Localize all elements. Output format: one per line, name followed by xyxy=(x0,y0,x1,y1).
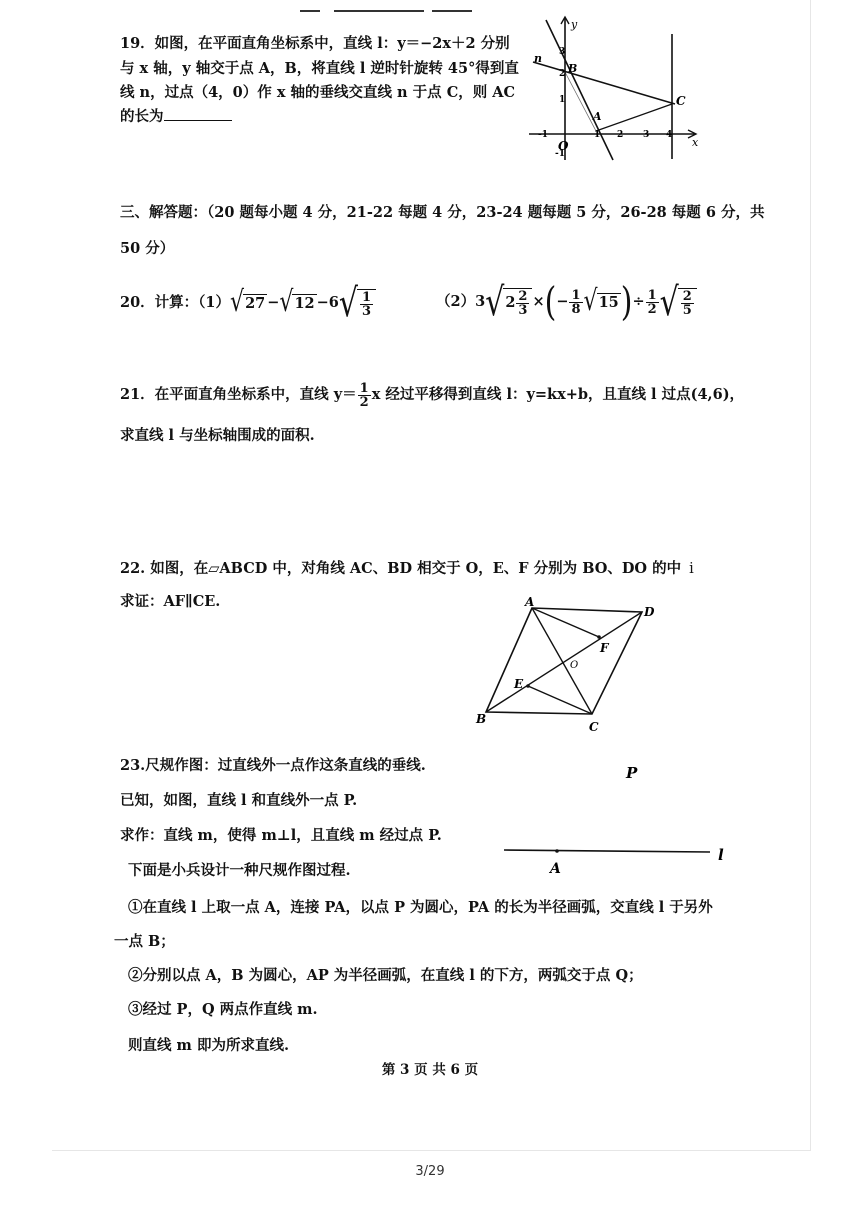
top-scan-mark xyxy=(300,10,320,12)
fig-point-F: F xyxy=(600,641,609,655)
q23-conclusion: 则直线 m 即为所求直线. xyxy=(128,1037,289,1054)
section3-heading-line1: 三、解答题：（20 题每小题 4 分，21-22 每题 4 分，23-24 题每题 5 分，26-28 每题 6 分，共 xyxy=(120,204,765,221)
graph-line-n-label: n xyxy=(534,52,542,65)
sqrt-two-fifths: √ $\frac{2}{5}$ xyxy=(660,286,697,319)
answer-blank xyxy=(164,108,232,121)
top-scan-mark xyxy=(334,10,424,12)
q22-line1: 22. 如图，在▱ABCD 中，对角线 AC、BD 相交于 O，E、F 分别为 BO、DO 的中 ⅰ xyxy=(120,560,694,577)
q19-answer-prompt: 的长为 xyxy=(120,108,164,125)
graph-ytick-1: 1 xyxy=(559,95,566,105)
q23-step1: ①在直线 l 上取一点 A，连接 PA，以点 P 为圆心，PA 的长为半径画弧，交直线 l 于另外 xyxy=(128,899,713,916)
q23-line4: 下面是小兵设计一种尺规作图过程. xyxy=(128,862,351,879)
q19-line1: 19．如图，在平面直角坐标系中，直线 l：y＝−2x＋2 分别 xyxy=(120,35,510,52)
q23-construction-figure xyxy=(500,760,740,880)
q20-label: 20．计算：（1） xyxy=(120,294,231,312)
q20-part1 xyxy=(120,280,376,326)
q23-step3: ③经过 P，Q 两点作直线 m. xyxy=(128,1001,318,1018)
fraction-one-half: $\frac{1}{2}$ xyxy=(359,380,369,410)
graph-ytick-neg1: -1 xyxy=(555,149,565,159)
graph-ytick-3: 3 xyxy=(559,47,566,57)
graph-point-A-label: A xyxy=(593,110,602,123)
q23-step1-cont: 一点 B； xyxy=(114,933,175,950)
graph-y-label: y xyxy=(571,18,578,31)
graph-xtick-4: 4 xyxy=(666,130,673,140)
graph-xtick-neg1: -1 xyxy=(538,130,548,140)
q19-line3: 线 n，过点（4，0）作 x 轴的垂线交直线 n 于点 C，则 AC xyxy=(120,84,516,101)
sqrt-15: √ 15 xyxy=(583,284,619,318)
fig-point-E: E xyxy=(514,677,524,691)
fig-point-A: A xyxy=(525,595,535,609)
divide-sign: ÷ xyxy=(632,293,645,311)
graph-point-B-label: B xyxy=(568,62,578,75)
graph-xtick-2: 2 xyxy=(617,130,624,140)
q20-part2-label: （2）3 xyxy=(436,293,486,311)
top-scan-mark xyxy=(432,10,472,12)
page-footer: 第 3 页 共 6 页 xyxy=(381,1062,479,1078)
fig-line-l: l xyxy=(718,846,724,864)
minus-sign: − xyxy=(267,294,280,312)
sqrt-mixed-number: √ 2 $\frac{2}{3}$ xyxy=(485,286,532,319)
fig-point-A: A xyxy=(550,861,561,877)
fig-point-B: B xyxy=(476,712,487,726)
q21-line2: 求直线 l 与坐标轴围成的面积. xyxy=(120,427,315,444)
sqrt-one-third: √ $\frac{1}{3}$ xyxy=(339,287,376,320)
q23-step2: ②分别以点 A，B 为圆心，AP 为半径画弧，在直线 l 的下方，两弧交于点 Q； xyxy=(128,967,643,984)
negative-sign: − xyxy=(556,293,569,311)
graph-xtick-1: 1 xyxy=(594,130,601,140)
fraction-one-eighth: $\frac{1}{8}$ xyxy=(571,287,581,317)
q23-line3: 求作：直线 m，使得 m⊥l，且直线 m 经过点 P. xyxy=(120,827,442,844)
graph-origin-label: O xyxy=(558,139,569,153)
q19-line2: 与 x 轴，y 轴交于点 A，B，将直线 l 逆时针旋转 45°得到直 xyxy=(120,60,519,77)
sqrt-27: √ 27 xyxy=(230,285,266,319)
q21-line1: 21．在平面直角坐标系中，直线 y＝ $\frac{1}{2}$ x 经过平移得到直线 l：y=kx+b，且直线 l 过点(4,6)， xyxy=(120,380,745,410)
graph-x-label: x xyxy=(692,136,699,149)
times-sign: × xyxy=(532,293,545,311)
section3-heading-line2: 50 分） xyxy=(120,240,175,257)
graph-point-C-label: C xyxy=(676,94,686,108)
page-number: 3/29 xyxy=(415,1164,445,1179)
q22-parallelogram-figure xyxy=(470,592,670,737)
q23-line2: 已知，如图，直线 l 和直线外一点 P. xyxy=(120,792,358,809)
q19-coordinate-graph xyxy=(525,14,710,164)
sqrt-12: √ 12 xyxy=(279,285,315,319)
fraction-one-half: $\frac{1}{2}$ xyxy=(647,287,657,317)
fig-point-O: O xyxy=(570,660,579,671)
fig-point-P: P xyxy=(626,764,638,782)
fig-point-C: C xyxy=(589,720,599,734)
q22-line2: 求证：AF∥CE. xyxy=(120,593,221,610)
minus-six: −6 xyxy=(316,294,339,312)
q23-line1: 23.尺规作图：过直线外一点作这条直线的垂线. xyxy=(120,757,426,774)
graph-xtick-3: 3 xyxy=(643,130,650,140)
q20-part2: （2）3 √ 2 $\frac{2}{3}$ × ( − $\frac{1}{8}$ √ 15 ) ÷ $\frac{1}{2}$ √ $\frac{2}{5}$ xyxy=(436,279,697,325)
graph-ytick-2: 2 xyxy=(559,69,566,79)
fig-point-D: D xyxy=(644,605,655,619)
q19-line4 xyxy=(120,108,232,125)
